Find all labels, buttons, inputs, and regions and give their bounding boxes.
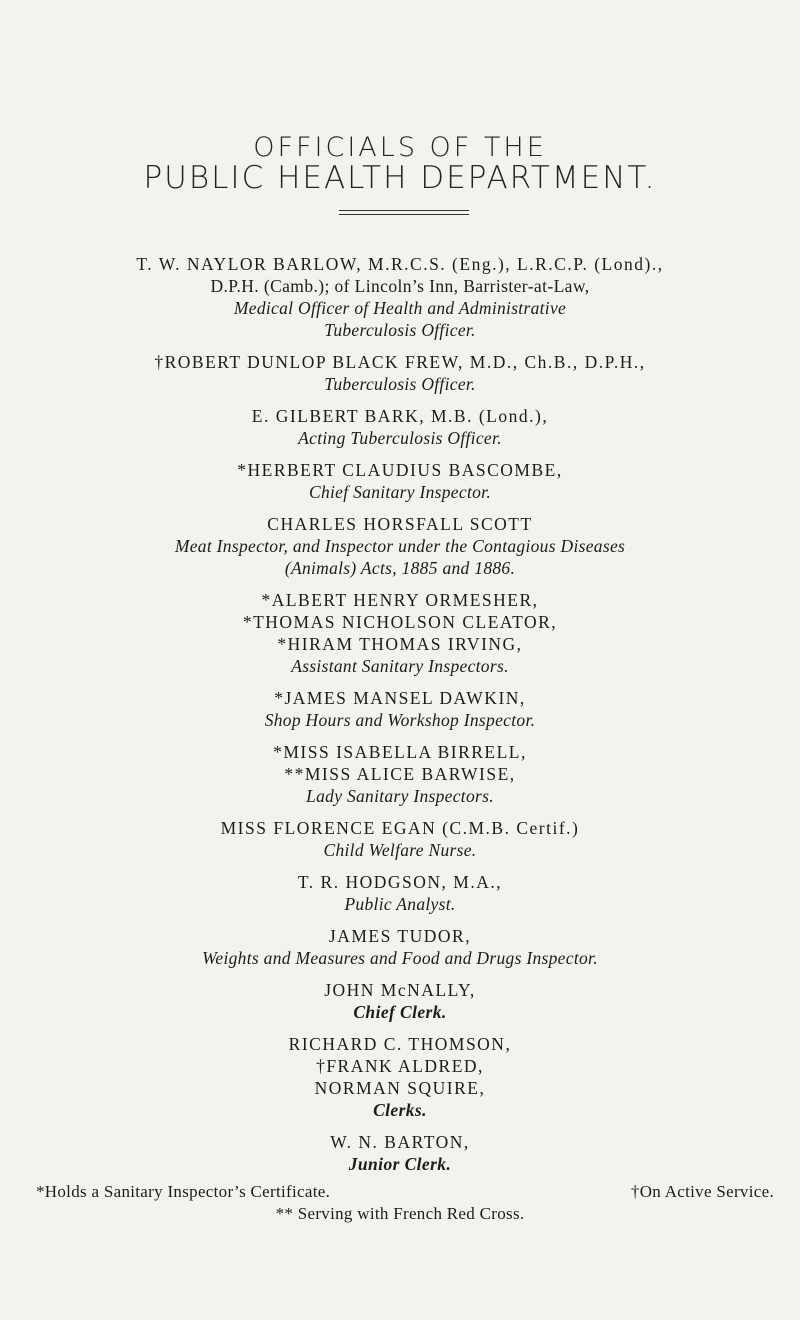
officer-name-squire: NORMAN SQUIRE, bbox=[314, 1078, 486, 1098]
officer-name-bark: E. GILBERT BARK, M.B. (Lond.), bbox=[251, 406, 549, 426]
officer-name-egan: MISS FLORENCE EGAN (C.M.B. Certif.) bbox=[220, 818, 580, 838]
officer-name-barwise: **MISS ALICE BARWISE, bbox=[284, 764, 516, 784]
officer-name-ormesher: *ALBERT HENRY ORMESHER, bbox=[261, 590, 539, 610]
officer-name-dawkin: *JAMES MANSEL DAWKIN, bbox=[274, 688, 526, 708]
officer-title-assistants: Assistant Sanitary Inspectors. bbox=[291, 656, 509, 676]
divider-rule-top bbox=[339, 210, 469, 211]
officer-name-bascombe: *HERBERT CLAUDIUS BASCOMBE, bbox=[237, 460, 563, 480]
footnote-certificate: *Holds a Sanitary Inspector’s Certificate. bbox=[36, 1182, 331, 1201]
officer-title-scott: Meat Inspector, and Inspector under the Contagious Diseases bbox=[174, 536, 626, 556]
officer-title-mcnally: Chief Clerk. bbox=[353, 1002, 447, 1022]
officer-name-irving: *HIRAM THOMAS IRVING, bbox=[277, 634, 523, 654]
officer-name-aldred: †FRANK ALDRED, bbox=[316, 1056, 484, 1076]
officer-name-cleator: *THOMAS NICHOLSON CLEATOR, bbox=[242, 612, 558, 632]
officer-name-tudor: JAMES TUDOR, bbox=[328, 926, 472, 946]
officer-name-barton: W. N. BARTON, bbox=[330, 1132, 470, 1152]
officer-title-bascombe: Chief Sanitary Inspector. bbox=[309, 482, 491, 502]
officer-title-lady-inspectors: Lady Sanitary Inspectors. bbox=[306, 786, 494, 806]
officer-title-barton: Junior Clerk. bbox=[348, 1154, 452, 1174]
heading-line-1: OFFICIALS OF THE bbox=[253, 132, 547, 163]
officer-name-frew: †ROBERT DUNLOP BLACK FREW, M.D., Ch.B., D.P.H., bbox=[154, 352, 646, 372]
officer-name-hodgson: T. R. HODGSON, M.A., bbox=[297, 872, 503, 892]
divider-rule-bottom bbox=[339, 214, 469, 215]
officer-title-dawkin: Shop Hours and Workshop Inspector. bbox=[264, 710, 536, 730]
officer-name-mcnally: JOHN McNALLY, bbox=[324, 980, 476, 1000]
officer-title-scott-cont: (Animals) Acts, 1885 and 1886. bbox=[284, 558, 516, 578]
officer-title-barlow-cont: Tuberculosis Officer. bbox=[324, 320, 476, 340]
officer-title-egan: Child Welfare Nurse. bbox=[323, 840, 477, 860]
officer-title-frew: Tuberculosis Officer. bbox=[324, 374, 476, 394]
officer-title-barlow: Medical Officer of Health and Administrative bbox=[233, 298, 567, 318]
officer-title-hodgson: Public Analyst. bbox=[344, 894, 456, 914]
officer-name-thomson: RICHARD C. THOMSON, bbox=[288, 1034, 512, 1054]
officer-name-birrell: *MISS ISABELLA BIRRELL, bbox=[273, 742, 527, 762]
page-title: PUBLIC HEALTH DEPARTMENT. bbox=[143, 160, 657, 196]
officer-title-tudor: Weights and Measures and Food and Drugs Inspector. bbox=[202, 948, 598, 968]
officer-qualifications-barlow: D.P.H. (Camb.); of Lincoln’s Inn, Barrister-at-Law, bbox=[210, 276, 590, 296]
officer-name-barlow: T. W. NAYLOR BARLOW, M.R.C.S. (Eng.), L.R.C.P. (Lond)., bbox=[136, 254, 664, 274]
footnote-active-service: †On Active Service. bbox=[630, 1182, 774, 1201]
officer-title-clerks: Clerks. bbox=[373, 1100, 427, 1120]
footnote-red-cross: ** Serving with French Red Cross. bbox=[275, 1204, 525, 1223]
officer-name-scott: CHARLES HORSFALL SCOTT bbox=[267, 514, 533, 534]
officer-title-bark: Acting Tuberculosis Officer. bbox=[298, 428, 502, 448]
